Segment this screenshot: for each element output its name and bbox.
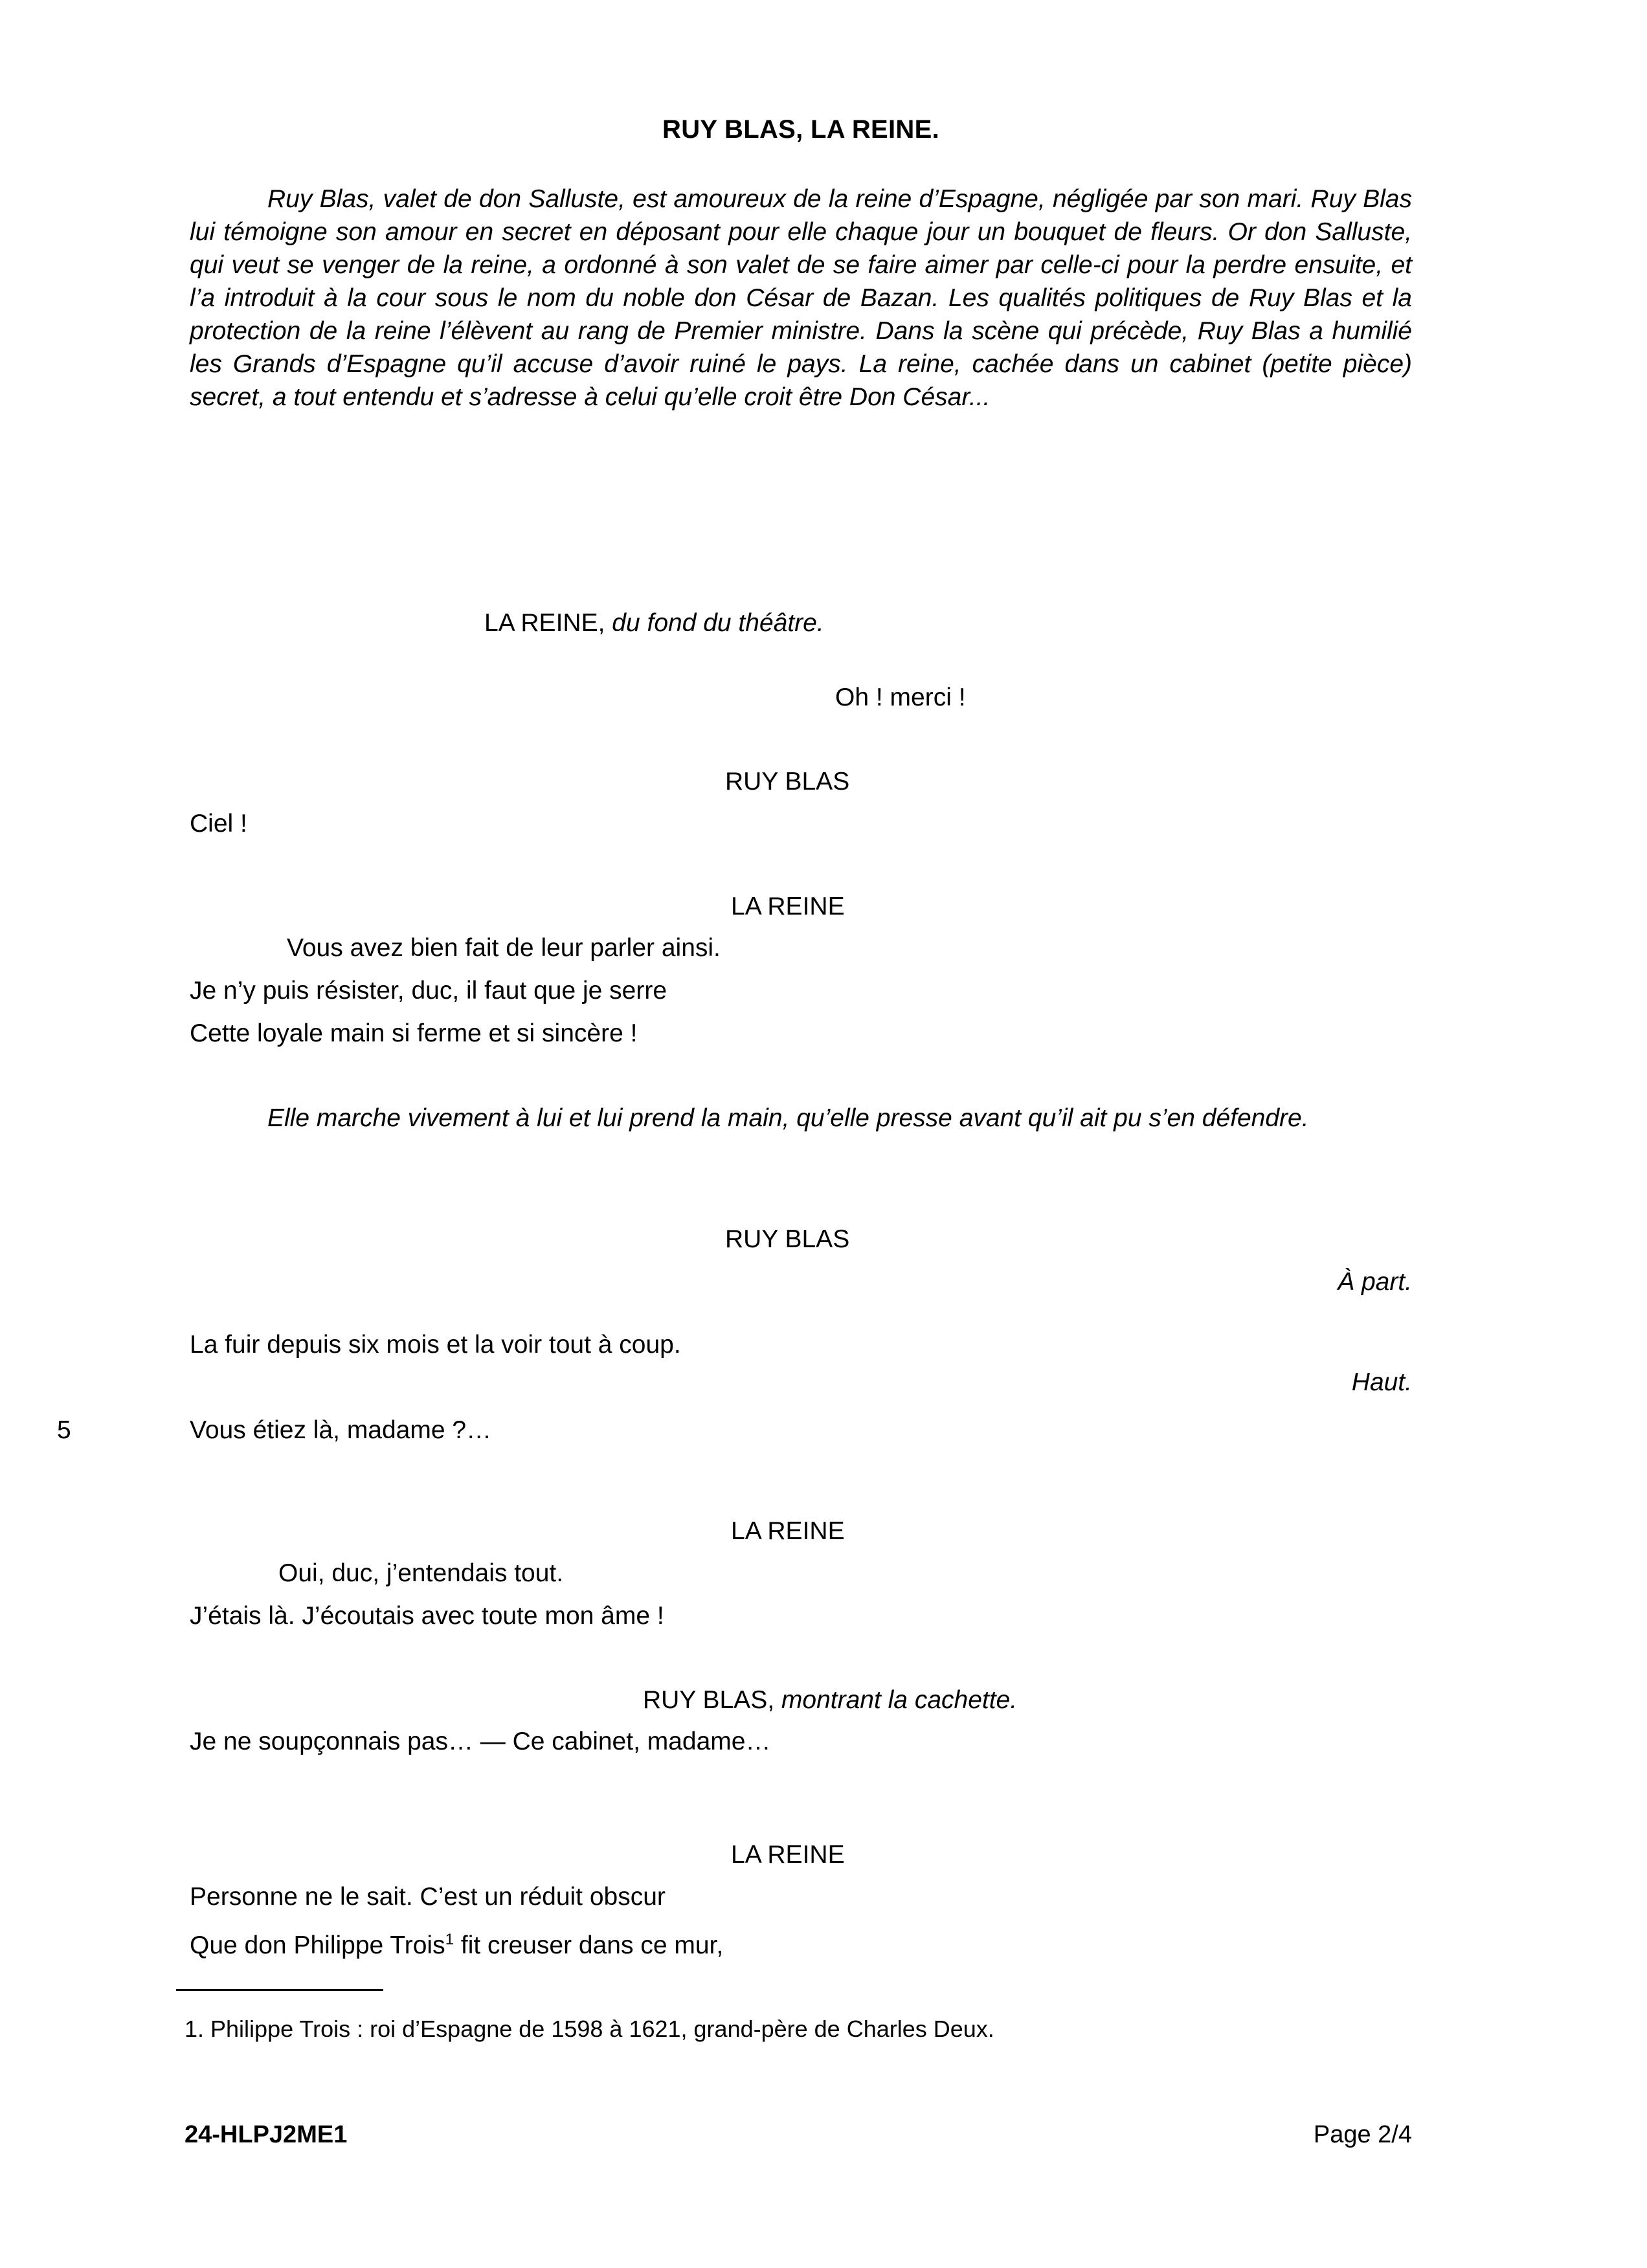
speaker-la-reine-1 [484, 608, 824, 638]
verse-line-oui-duc: Oui, duc, j’entendais tout. [278, 1559, 564, 1587]
page-title: RUY BLAS, LA REINE. [662, 115, 939, 144]
verse-line-jetais-la: J’étais là. J’écoutais avec toute mon âme ! [190, 1602, 664, 1630]
speaker-la-reine-4: LA REINE [731, 1841, 845, 1869]
verse-line-number-5: 5 [57, 1416, 71, 1444]
speaker-name: RUY BLAS, [643, 1686, 775, 1714]
intro-paragraph: Ruy Blas, valet de don Salluste, est amoureux de la reine d’Espagne, négligée par son mari. Ruy Blas lui témoigne son amour en secret en déposant pour elle chaque jour un bouquet de fleurs. Or don Salluste, qui veut se venger de la reine, a ordonné à son valet de se faire aimer par celle-ci pour la perdre ensuite, et l’a introduit à la cour sous le nom du noble don César de Bazan. Les qualités politiques de Ruy Blas et la protection de la reine l’élèvent au rang de Premier ministre. Dans la scène qui précède, Ruy Blas a humilié les Grands d’Espagne qu’il accuse d’avoir ruiné le pays. La reine, cachée dans un cabinet (petite pièce) secret, a tout entendu et s’adresse à celui qu’elle croit être Don César... [190, 185, 1412, 411]
verse-text-after-footnote-ref: fit creuser dans ce mur, [454, 1931, 724, 1959]
speaker-ruy-blas-2: RUY BLAS [725, 1225, 850, 1253]
verse-line-la-fuir: La fuir depuis six mois et la voir tout à coup. [190, 1331, 681, 1359]
stage-direction-elle-marche: Elle marche vivement à lui et lui prend la main, qu’elle presse avant qu’il ait pu s’en défendre. [267, 1104, 1309, 1132]
speaker-la-reine-2: LA REINE [731, 893, 845, 920]
footnote-1: 1. Philippe Trois : roi d’Espagne de 1598 à 1621, grand-père de Charles Deux. [185, 2016, 994, 2042]
speaker-la-reine-3: LA REINE [731, 1517, 845, 1545]
speaker-stage-direction: du fond du théâtre. [612, 609, 824, 637]
verse-line-vous-avez: Vous avez bien fait de leur parler ainsi. [287, 934, 721, 962]
stage-direction-haut: Haut. [1351, 1368, 1412, 1396]
speaker-ruy-blas-1: RUY BLAS [725, 768, 850, 795]
footer-exam-code: 24-HLPJ2ME1 [185, 2121, 348, 2148]
verse-line-que-don-philippe [190, 1925, 723, 1961]
speaker-name: LA REINE, [484, 609, 605, 637]
verse-line-oh-merci: Oh ! merci ! [835, 684, 966, 711]
footer-page-number: Page 2/4 [1313, 2121, 1412, 2148]
speaker-stage-direction: montrant la cachette. [781, 1686, 1018, 1714]
footnote-separator-rule [176, 1989, 383, 1991]
speaker-ruy-blas-3 [643, 1685, 1017, 1715]
verse-text-before-footnote-ref: Que don Philippe Trois [190, 1931, 445, 1959]
stage-direction-a-part: À part. [1338, 1268, 1412, 1296]
verse-line-je-ne-soupconnais: Je ne soupçonnais pas… — Ce cabinet, madame… [190, 1728, 771, 1755]
footnote-reference-1[interactable]: 1 [445, 1931, 454, 1948]
verse-line-je-ny-puis: Je n’y puis résister, duc, il faut que je serre [190, 977, 667, 1005]
page-content [57, 0, 1412, 2268]
verse-line-ciel: Ciel ! [190, 810, 247, 838]
verse-line-vous-etiez-la: Vous étiez là, madame ?… [190, 1416, 492, 1444]
verse-line-cette-loyale: Cette loyale main si ferme et si sincère ! [190, 1019, 638, 1047]
verse-line-personne-ne-le-sait: Personne ne le sait. C’est un réduit obscur [190, 1883, 666, 1911]
